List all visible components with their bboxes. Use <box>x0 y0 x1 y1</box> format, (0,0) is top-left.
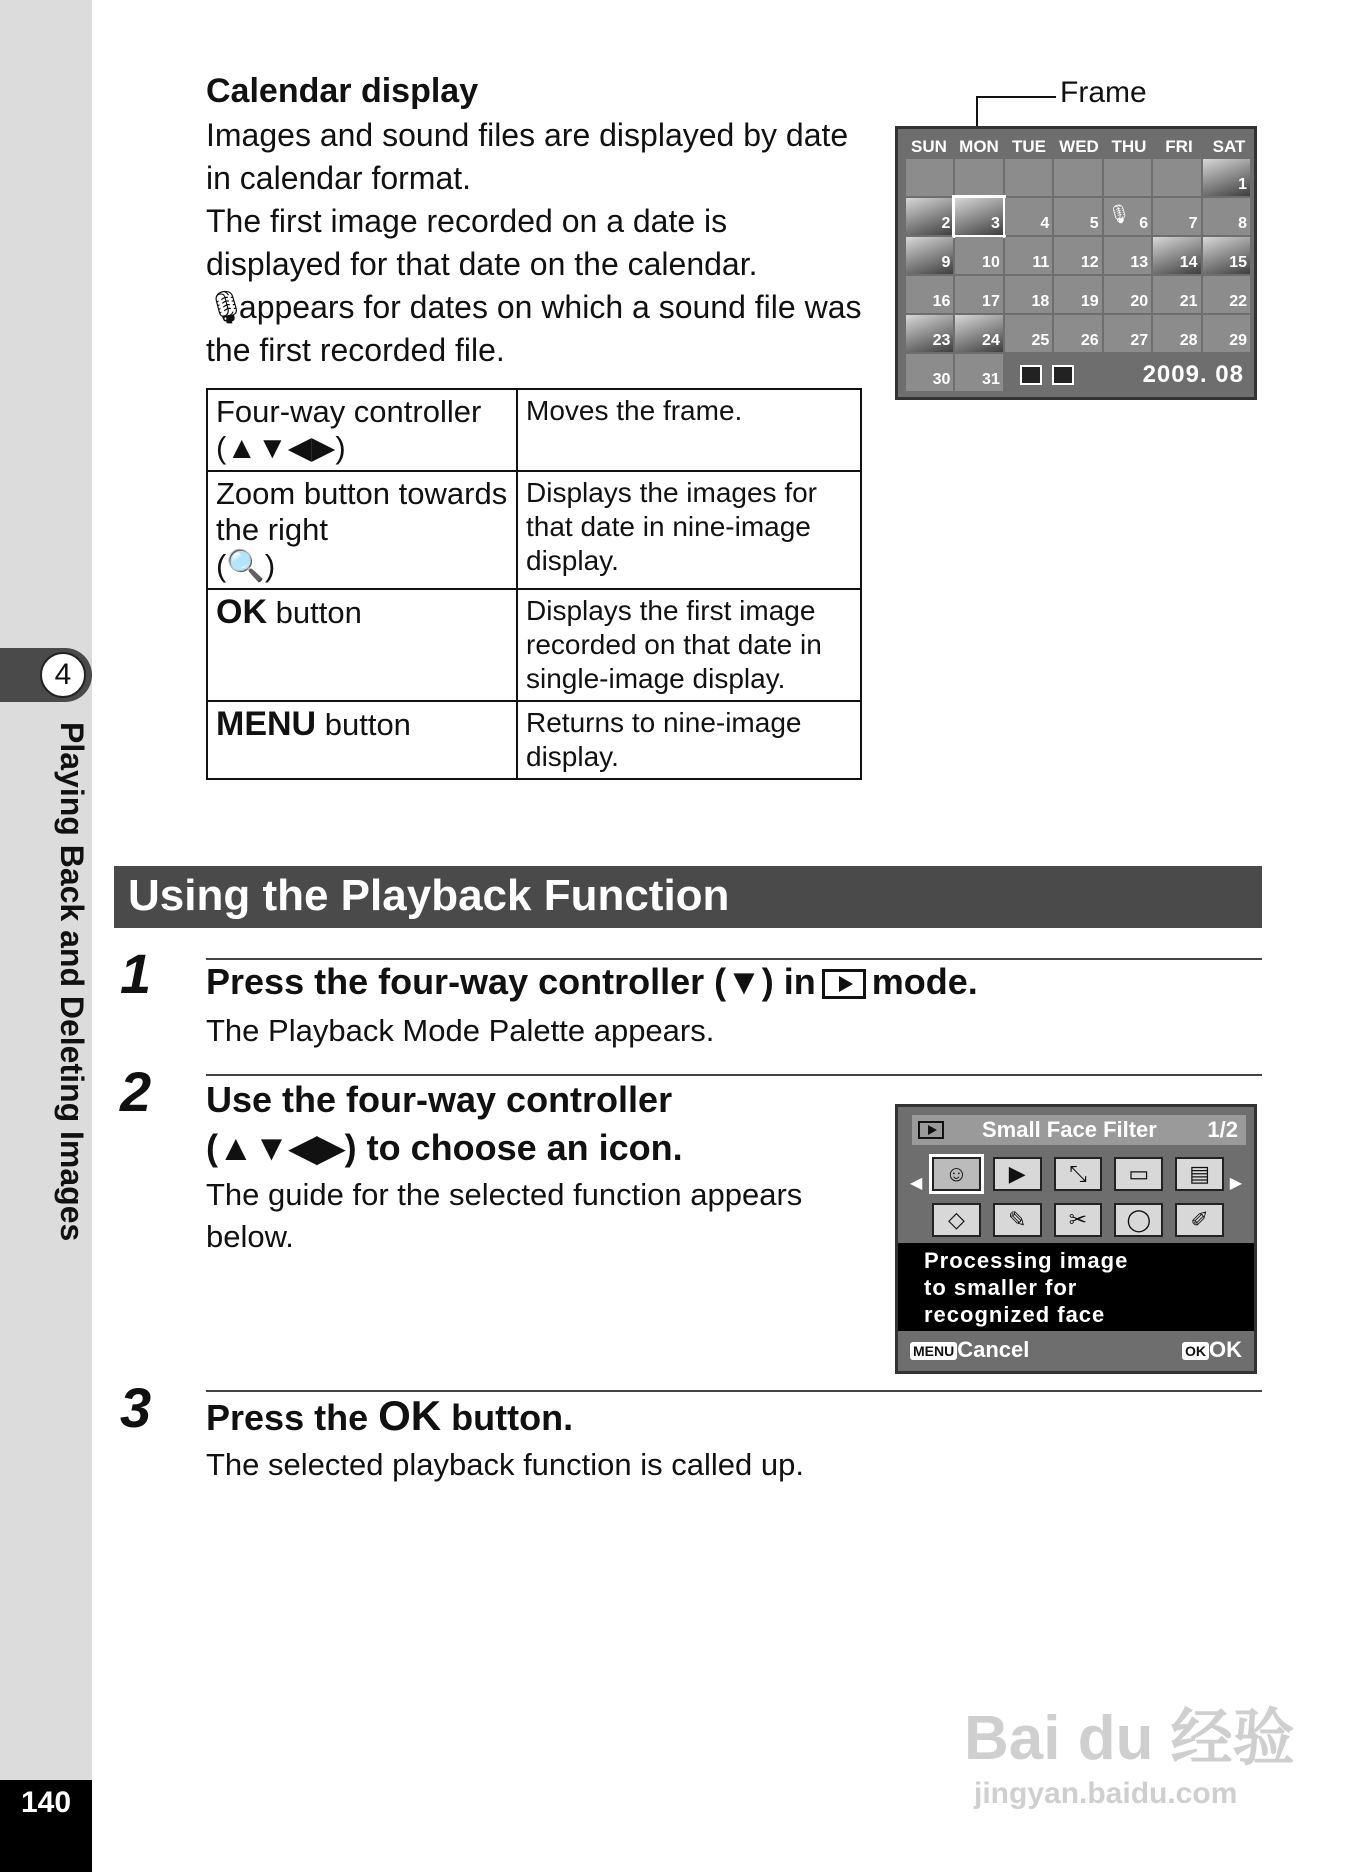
table-cell-action: Moves the frame. <box>517 389 861 471</box>
calendar-date: 22 <box>1229 293 1247 310</box>
menu-key-icon: MENU <box>216 705 317 743</box>
calendar-date: 15 <box>1229 254 1247 271</box>
calendar-day[interactable] <box>1153 276 1200 313</box>
calendar-date: 28 <box>1179 332 1198 349</box>
table-row <box>207 701 861 779</box>
calendar-para-1: Images and sound files are displayed by date in calendar format. <box>206 117 849 196</box>
calendar-date: 29 <box>1229 332 1247 349</box>
calendar-day[interactable] <box>1104 315 1151 352</box>
calendar-date: 1 <box>1238 176 1247 193</box>
frame-callout-line <box>976 96 1056 98</box>
calendar-date: 16 <box>932 293 951 310</box>
calendar-day[interactable] <box>906 276 953 313</box>
calendar-day[interactable] <box>1153 159 1200 196</box>
calendar-day[interactable] <box>955 315 1002 352</box>
menu-key-icon: MENU <box>910 1342 957 1360</box>
watermark <box>964 1688 1295 1811</box>
microphone-icon: 🎙 <box>206 289 247 325</box>
calendar-weekday: SUN <box>911 137 947 156</box>
palette-guide-bar <box>898 1331 1254 1371</box>
palette-title: Small Face Filter <box>982 1117 1157 1142</box>
right-arrow-icon: ▶ <box>1229 1175 1242 1192</box>
calendar-para-3 <box>206 286 866 372</box>
calendar-day[interactable] <box>1153 237 1200 274</box>
calendar-day[interactable] <box>1104 198 1151 235</box>
calendar-day[interactable] <box>1054 276 1101 313</box>
calendar-date: 18 <box>1031 293 1050 310</box>
calendar-screen <box>895 126 1257 400</box>
ok-hint <box>1182 1337 1242 1363</box>
step-heading-text: Press the <box>206 1397 369 1438</box>
step-heading-text: Press the four-way controller (▼) in <box>206 961 816 1002</box>
calendar-date: 5 <box>1089 215 1099 232</box>
calendar-day[interactable] <box>1104 276 1151 313</box>
calendar-date: 3 <box>990 215 1000 232</box>
calendar-day[interactable] <box>1153 198 1200 235</box>
table-cell-control <box>207 589 517 701</box>
calendar-day[interactable] <box>1005 315 1052 352</box>
step-heading-text: (▲▼◀▶) to choose an icon. <box>206 1127 683 1168</box>
card-icon <box>1020 365 1042 385</box>
step-number: 3 <box>120 1376 152 1439</box>
calendar-para-3-text: appears for dates on which a sound file was the first recorded file. <box>206 289 862 368</box>
ok-key-icon: OK <box>1182 1342 1209 1360</box>
palette-function-icon[interactable]: ✎ <box>993 1203 1042 1237</box>
step-heading <box>206 958 978 1006</box>
calendar-date: 25 <box>1031 332 1050 349</box>
calendar-date: 11 <box>1032 254 1050 271</box>
calendar-date: 2 <box>941 215 951 232</box>
chapter-title: Playing Back and Deleting Images <box>54 722 90 1242</box>
calendar-date: 21 <box>1179 293 1198 310</box>
calendar-weekday: MON <box>959 137 999 156</box>
palette-description-line: recognized face <box>924 1302 1106 1327</box>
calendar-year-month: 2009. 08 <box>1142 361 1244 388</box>
table-cell-control <box>207 701 517 779</box>
section-banner: Using the Playback Function <box>114 866 1262 928</box>
control-name: button <box>275 595 362 630</box>
table-cell-control <box>207 389 517 471</box>
calendar-description <box>206 114 866 372</box>
palette-function-icon[interactable]: ☺ <box>932 1157 981 1191</box>
calendar-day[interactable] <box>1104 159 1151 196</box>
page-number-box <box>0 1780 92 1872</box>
calendar-para-2: The first image recorded on a date is displayed for that date on the calendar. <box>206 203 758 282</box>
calendar-status-icons <box>1020 365 1074 385</box>
calendar-day[interactable] <box>906 354 953 391</box>
calendar-date: 10 <box>982 254 1000 271</box>
frame-label: Frame <box>1060 76 1147 109</box>
control-name: Zoom button towards the right <box>216 476 508 547</box>
calendar-date: 23 <box>932 332 951 349</box>
calendar-day[interactable] <box>1005 198 1052 235</box>
table-row <box>207 389 861 471</box>
palette-function-icon[interactable]: ✐ <box>1175 1203 1224 1237</box>
palette-screen <box>895 1104 1257 1374</box>
table-cell-action: Returns to nine-image display. <box>517 701 861 779</box>
step-heading-text: Use the four-way controller <box>206 1079 673 1120</box>
calendar-day[interactable] <box>955 198 1002 235</box>
palette-function-icon[interactable]: ▶ <box>993 1157 1042 1191</box>
calendar-date: 31 <box>982 371 1000 388</box>
palette-function-icon[interactable]: ◯ <box>1114 1203 1163 1237</box>
step-number: 1 <box>120 942 152 1005</box>
palette-description <box>898 1243 1254 1331</box>
control-name: button <box>324 707 411 742</box>
table-cell-action: Displays the first image recorded on that date in single-image display. <box>517 589 861 701</box>
palette-function-icon[interactable]: ▤ <box>1175 1157 1224 1191</box>
calendar-day[interactable] <box>1203 276 1250 313</box>
control-name: Four-way controller <box>216 394 482 429</box>
table-cell-action: Displays the images for that date in nine-image display. <box>517 471 861 589</box>
folder-icon <box>1052 365 1074 385</box>
step-description: The guide for the selected function appears below. <box>206 1177 803 1254</box>
calendar-day[interactable] <box>955 159 1002 196</box>
step-heading <box>206 1392 573 1442</box>
calendar-date: 8 <box>1238 215 1247 232</box>
calendar-day[interactable] <box>1005 276 1052 313</box>
step-number: 2 <box>120 1060 152 1123</box>
calendar-day[interactable] <box>1054 159 1101 196</box>
calendar-day[interactable] <box>1005 159 1052 196</box>
step-heading-text: mode. <box>871 961 978 1002</box>
calendar-date: 27 <box>1130 332 1149 349</box>
left-arrow-icon: ◀ <box>910 1175 923 1192</box>
calendar-date: 7 <box>1188 215 1198 232</box>
calendar-day[interactable] <box>1054 237 1101 274</box>
calendar-day[interactable] <box>1203 159 1250 196</box>
calendar-weekday: WED <box>1059 137 1099 156</box>
palette-function-icon[interactable]: ▭ <box>1114 1157 1163 1191</box>
palette-description-line: Processing image <box>924 1248 1129 1273</box>
calendar-day[interactable] <box>955 237 1002 274</box>
ok-key-icon: OK <box>216 593 267 631</box>
calendar-date: 19 <box>1080 293 1099 310</box>
calendar-date: 30 <box>932 371 951 388</box>
calendar-day[interactable] <box>1054 315 1101 352</box>
calendar-day[interactable] <box>1203 315 1250 352</box>
calendar-day[interactable] <box>955 276 1002 313</box>
palette-function-icon[interactable]: ◇ <box>932 1203 981 1237</box>
calendar-day[interactable] <box>906 237 953 274</box>
zoom-icon: (🔍) <box>216 548 276 583</box>
calendar-day[interactable] <box>1203 198 1250 235</box>
calendar-day[interactable] <box>906 198 953 235</box>
page-number: 140 <box>20 1786 72 1819</box>
calendar-weekday-header <box>904 137 1254 157</box>
palette-icon-grid <box>928 1153 1228 1241</box>
calendar-weekday: TUE <box>1012 137 1046 156</box>
calendar-date: 17 <box>982 293 1000 310</box>
calendar-heading: Calendar display <box>206 72 479 110</box>
table-row <box>207 589 861 701</box>
calendar-grid <box>906 159 1250 391</box>
palette-page: 1/2 <box>1207 1117 1238 1142</box>
table-row <box>207 471 861 589</box>
calendar-day[interactable] <box>1203 237 1250 274</box>
ok-key-icon: OK <box>378 1392 442 1439</box>
calendar-weekday: THU <box>1111 137 1147 156</box>
calendar-day[interactable] <box>1005 237 1052 274</box>
calendar-date: 26 <box>1080 332 1099 349</box>
palette-function-icon[interactable]: ✂ <box>1054 1203 1103 1237</box>
calendar-day[interactable] <box>906 315 953 352</box>
watermark-logo: Bai du 经验 <box>964 1704 1295 1773</box>
step-heading <box>206 1076 683 1172</box>
calendar-day[interactable] <box>1153 315 1200 352</box>
playback-mode-icon <box>822 969 866 999</box>
calendar-date: 24 <box>982 332 1000 349</box>
calendar-weekday: SAT <box>1212 137 1246 156</box>
calendar-date: 9 <box>941 254 951 271</box>
calendar-date: 12 <box>1080 254 1099 271</box>
controls-table <box>206 388 862 780</box>
calendar-date: 20 <box>1130 293 1149 310</box>
calendar-weekday: FRI <box>1165 137 1193 156</box>
playback-mode-icon <box>918 1121 944 1139</box>
arrow-icons: (▲▼◀▶) <box>216 430 346 465</box>
chapter-number: 4 <box>40 652 86 698</box>
step-heading-text: button. <box>451 1397 574 1438</box>
palette-title-bar <box>912 1115 1246 1145</box>
microphone-icon: 🎙 <box>1107 204 1131 224</box>
watermark-url: jingyan.baidu.com <box>974 1777 1238 1810</box>
palette-description-line: to smaller for <box>924 1275 1078 1300</box>
calendar-day[interactable] <box>1104 237 1151 274</box>
step-description: The selected playback function is called up. <box>206 1447 804 1482</box>
palette-function-icon[interactable]: ⤡ <box>1054 1157 1103 1191</box>
cancel-hint <box>910 1337 1029 1363</box>
calendar-day[interactable] <box>955 354 1002 391</box>
ok-label: OK <box>1209 1337 1242 1362</box>
calendar-day[interactable] <box>906 159 953 196</box>
calendar-day[interactable] <box>1054 198 1101 235</box>
calendar-date: 14 <box>1179 254 1198 271</box>
step-description: The Playback Mode Palette appears. <box>206 1013 715 1048</box>
calendar-date: 4 <box>1040 215 1050 232</box>
calendar-date: 6 <box>1139 215 1149 232</box>
table-cell-control <box>207 471 517 589</box>
calendar-date: 13 <box>1130 254 1149 271</box>
cancel-label: Cancel <box>957 1337 1030 1362</box>
